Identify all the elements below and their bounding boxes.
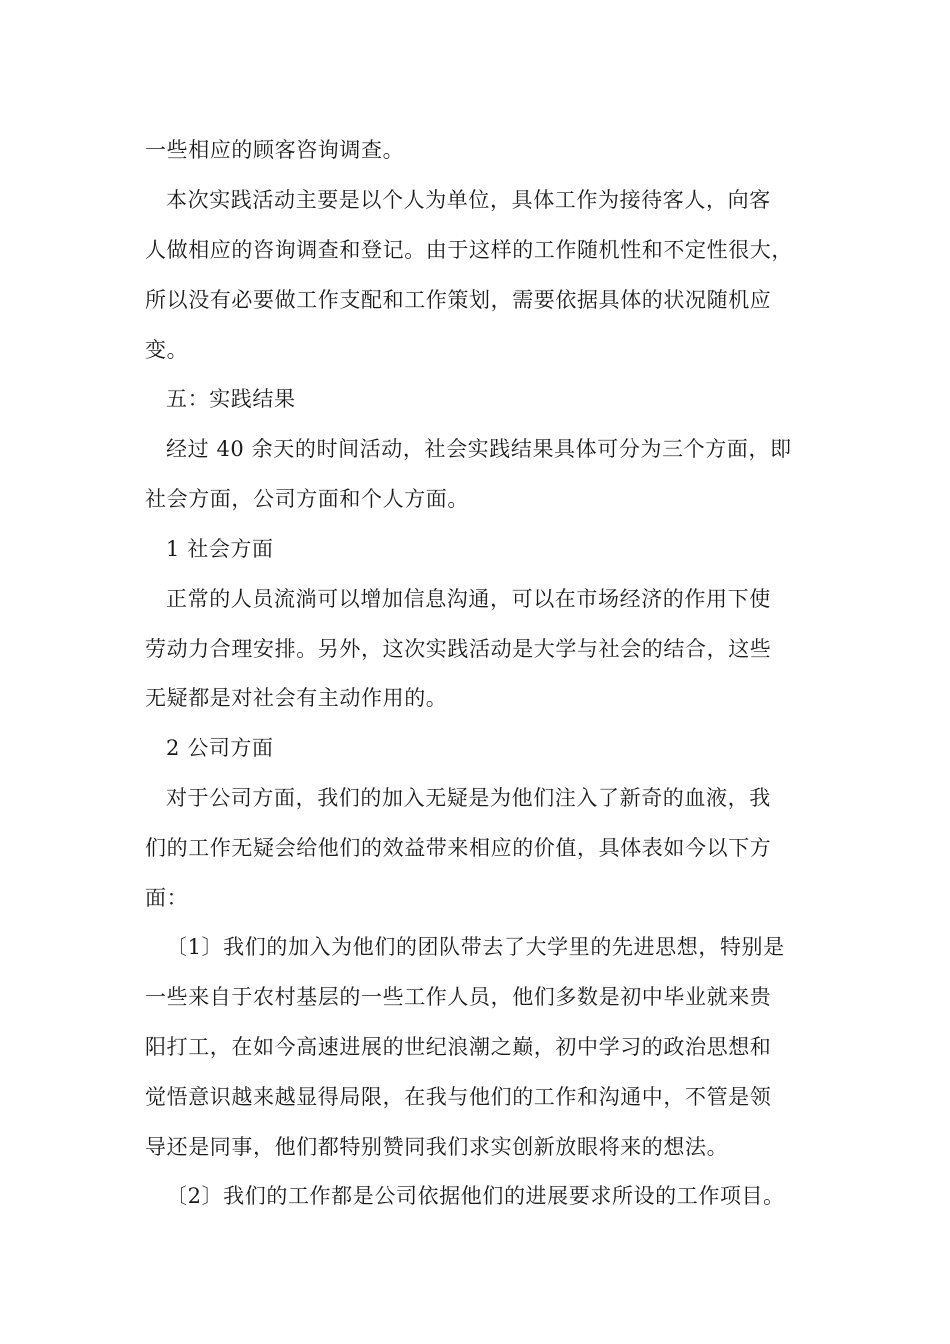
text-line: 面：: [145, 886, 189, 910]
text-line: 正常的人员流淌可以增加信息沟通，可以在市场经济的作用下使: [166, 587, 771, 611]
text-line: 人做相应的咨询调查和登记。由于这样的工作随机性和不定性很大，: [145, 238, 793, 262]
text-line: 〔2〕我们的工作都是公司依据他们的进展要求所设的工作项目。: [166, 1184, 785, 1208]
text-line: 无疑都是对社会有主动作用的。: [145, 686, 448, 710]
text-line: 导还是同事，他们都特别赞同我们求实创新放眼将来的想法。: [145, 1135, 729, 1159]
section-heading: 五：实践结果: [166, 387, 296, 411]
text-line: 一些相应的顾客咨询调查。: [145, 138, 405, 162]
subsection-heading: 1 社会方面: [166, 537, 274, 561]
text-line: 觉悟意识越来越显得局限，在我与他们的工作和沟通中，不管是领: [145, 1085, 772, 1109]
text-line: 经过 40 余天的时间活动，社会实践结果具体可分为三个方面，即: [166, 437, 792, 461]
text-line: 变。: [145, 338, 189, 362]
text-line: 劳动力合理安排。另外，这次实践活动是大学与社会的结合，这些: [145, 637, 772, 661]
text-line: 一些来自于农村基层的一些工作人员，他们多数是初中毕业就来贵: [145, 985, 772, 1009]
text-line: 本次实践活动主要是以个人为单位，具体工作为接待客人，向客: [166, 188, 771, 212]
text-line: 们的工作无疑会给他们的效益带来相应的价值，具体表如今以下方: [145, 836, 772, 860]
text-line: 〔1〕我们的加入为他们的团队带去了大学里的先进思想，特别是: [166, 935, 785, 959]
text-line: 阳打工，在如今高速进展的世纪浪潮之巅，初中学习的政治思想和: [145, 1035, 772, 1059]
text-line: 社会方面，公司方面和个人方面。: [145, 487, 469, 511]
text-line: 对于公司方面，我们的加入无疑是为他们注入了新奇的血液，我: [166, 786, 771, 810]
text-line: 所以没有必要做工作支配和工作策划，需要依据具体的状况随机应: [145, 288, 772, 312]
subsection-heading: 2 公司方面: [166, 736, 274, 760]
